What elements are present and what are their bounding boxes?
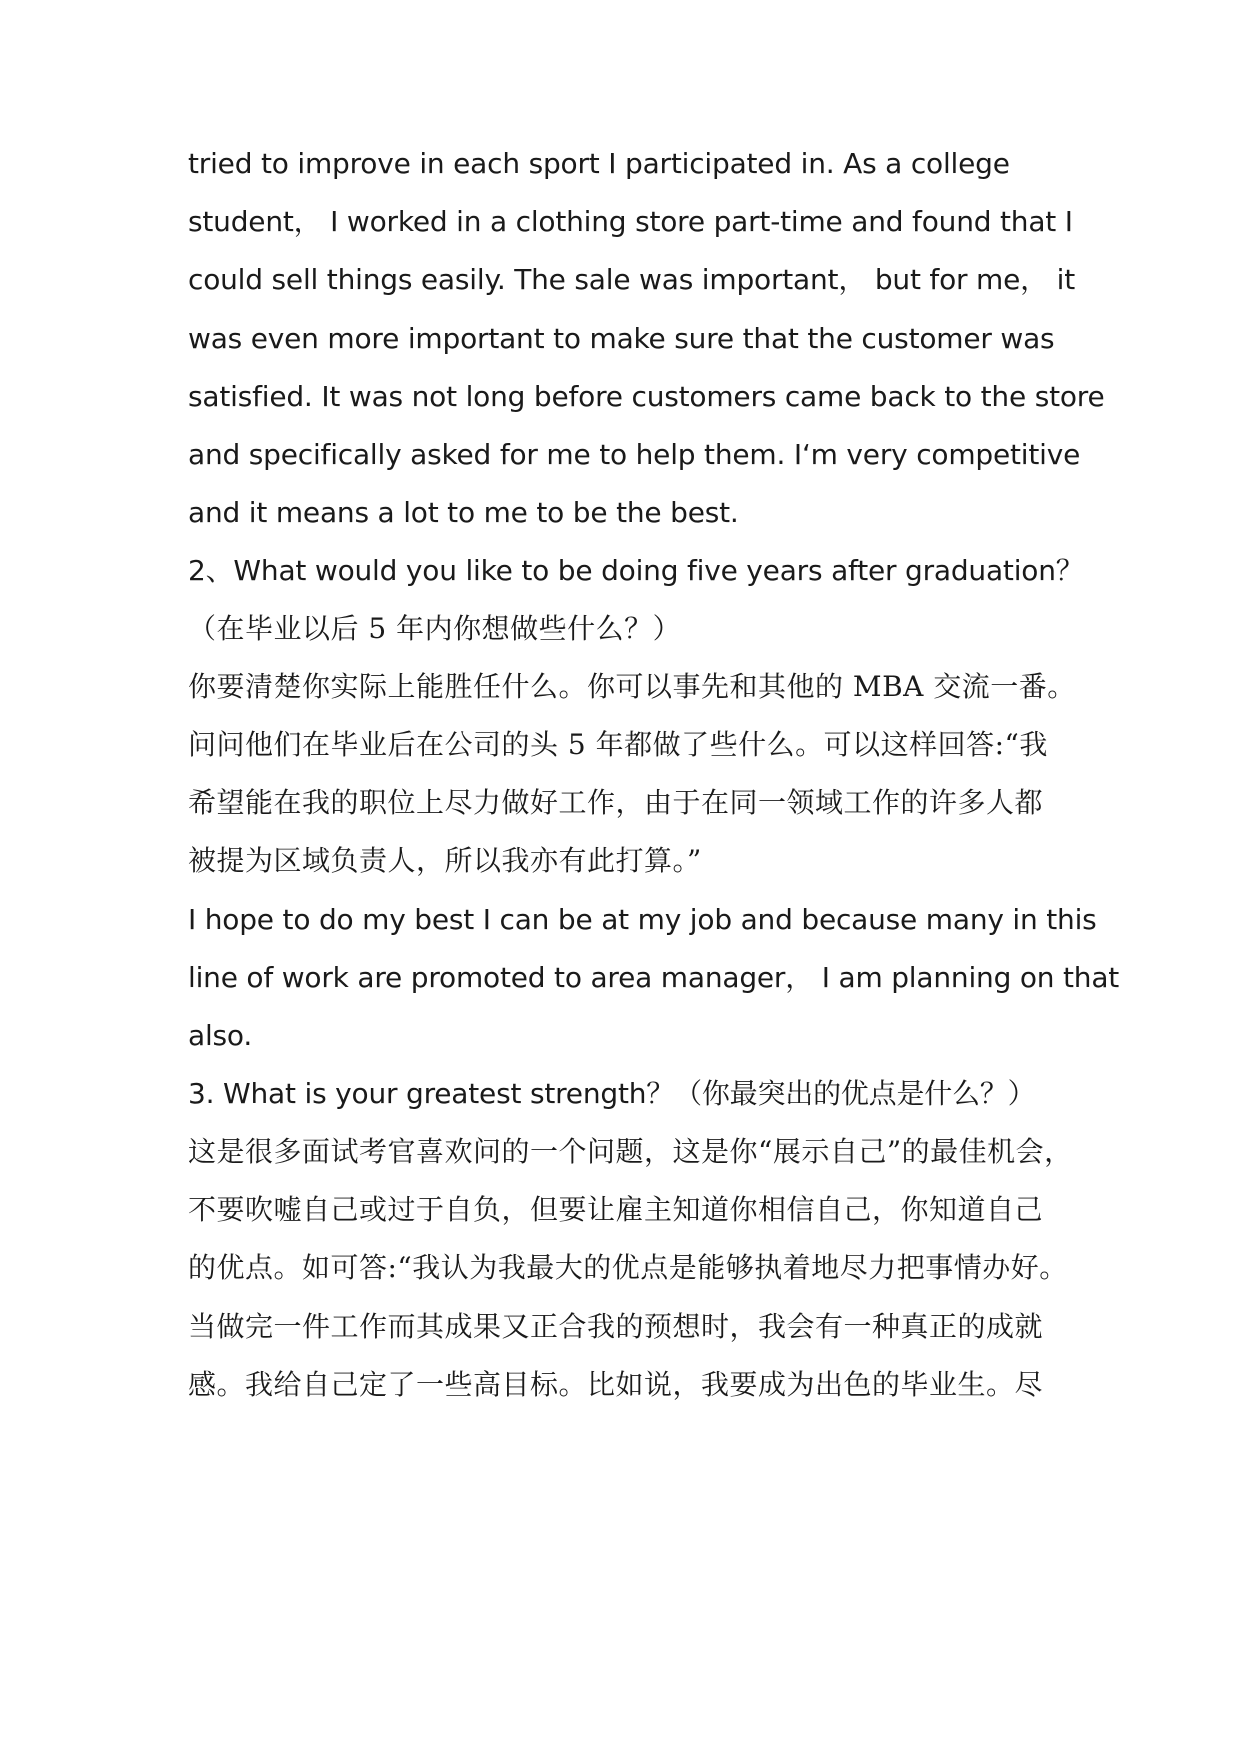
paragraph-line: and specifically asked for me to help them. I‘m very competitive bbox=[188, 438, 1081, 471]
question-translation: （在毕业以后 5 年内你想做些什么？） bbox=[188, 612, 682, 645]
paragraph-line: 问问他们在毕业后在公司的头 5 年都做了些什么。可以这样回答:“我 bbox=[188, 728, 1048, 761]
paragraph-line: 你要清楚你实际上能胜任什么。你可以事先和其他的 MBA 交流一番。 bbox=[188, 670, 1076, 703]
paragraph-line: tried to improve in each sport I participated in. As a college bbox=[188, 147, 1010, 180]
paragraph-line: and it means a lot to me to be the best. bbox=[188, 496, 739, 529]
question-heading: 3. What is your greatest strength？（你最突出的优点是什么？） bbox=[188, 1077, 1036, 1110]
paragraph-line: I hope to do my best I can be at my job and because many in this bbox=[188, 903, 1097, 936]
paragraph-line: 这是很多面试考官喜欢问的一个问题，这是你“展示自己”的最佳机会， bbox=[188, 1135, 1073, 1168]
paragraph-line: also. bbox=[188, 1019, 253, 1052]
paragraph-line: could sell things easily. The sale was important， but for me， it bbox=[188, 263, 1075, 296]
paragraph-line: 的优点。如可答:“我认为我最大的优点是能够执着地尽力把事情办好。 bbox=[188, 1251, 1068, 1284]
paragraph-line: line of work are promoted to area manager， I am planning on that bbox=[188, 961, 1120, 994]
paragraph-line: 被提为区域负责人，所以我亦有此打算。” bbox=[188, 844, 702, 877]
paragraph-line: 不要吹嘘自己或过于自负，但要让雇主知道你相信自己，你知道自己 bbox=[188, 1193, 1044, 1226]
paragraph-line: 感。我给自己定了一些高目标。比如说，我要成为出色的毕业生。尽 bbox=[188, 1368, 1044, 1401]
paragraph-line: was even more important to make sure that the customer was bbox=[188, 322, 1055, 355]
paragraph-line: satisfied. It was not long before customers came back to the store bbox=[188, 380, 1105, 413]
question-heading: 2、What would you like to be doing five years after graduation？ bbox=[188, 554, 1084, 587]
paragraph-line: student， I worked in a clothing store part-time and found that I bbox=[188, 205, 1073, 238]
paragraph-line: 希望能在我的职位上尽力做好工作，由于在同一领域工作的许多人都 bbox=[188, 786, 1044, 819]
paragraph-line: 当做完一件工作而其成果又正合我的预想时，我会有一种真正的成就 bbox=[188, 1310, 1044, 1343]
